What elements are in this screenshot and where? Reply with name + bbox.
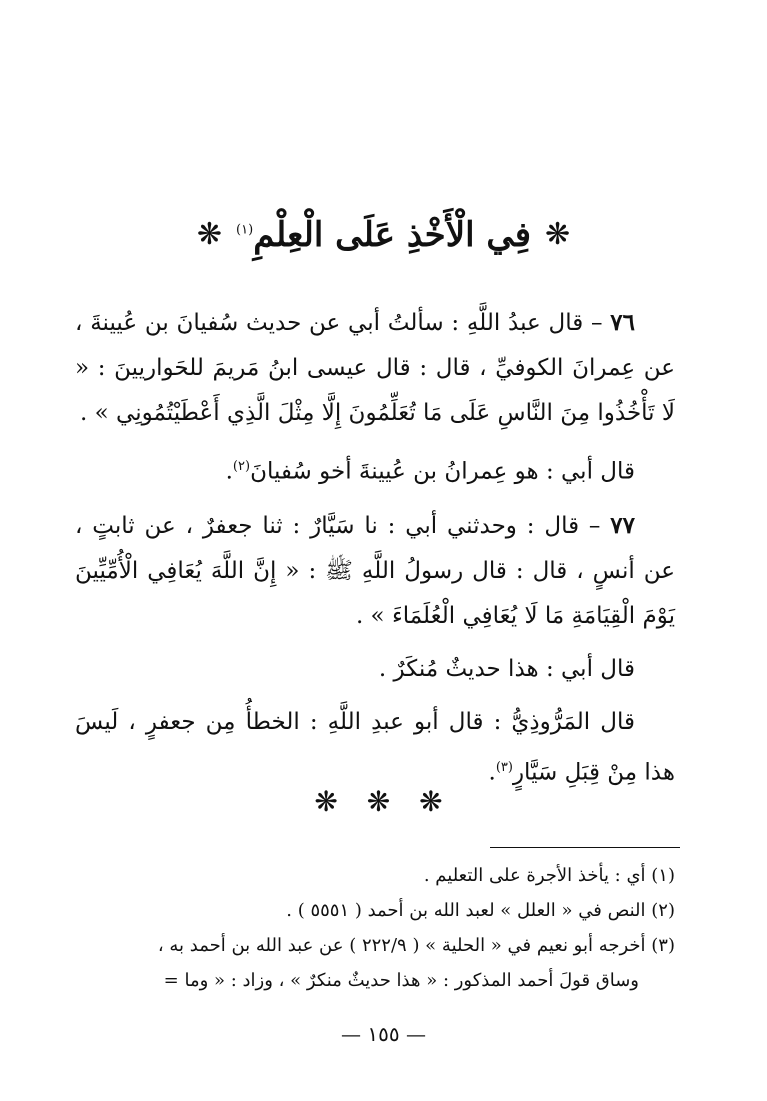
section-separator: ❋ ❋ ❋	[314, 785, 453, 818]
hadith-76	[75, 300, 675, 436]
ornament-right-icon: ❋	[544, 217, 571, 252]
hadith-text: – قال عبدُ اللَّهِ : سألتُ أبي عن حديث سُفيانَ بن عُيينةَ ، عن عِمرانَ الكوفيِّ ، قال : قال عيسى ابنُ مَريمَ للحَواريينَ : « لَا تَأْخُذُوا مِنَ النَّاسِ عَلَى مَا تُعَلِّمُونَ إِلَّا مِثْلَ الَّذِي أَعْطَيْتُمُونِي » .	[75, 310, 675, 426]
footnotes	[80, 858, 675, 998]
main-text	[75, 300, 675, 803]
comment-end: .	[225, 458, 233, 485]
comment-paragraph	[75, 647, 675, 692]
chapter-heading	[60, 205, 707, 265]
comment-end: .	[488, 759, 496, 786]
footnote-2: (٢) النص في « العلل » لعبد الله بن أحمد ( ٥٥٥١ ) .	[286, 900, 675, 921]
ornament-left-icon: ❋	[196, 217, 223, 252]
footnote-1: (١) أي : يأخذ الأجرة على التعليم .	[423, 865, 675, 886]
hadith-number: ٧٦	[610, 309, 635, 336]
comment-text: قال المَرُّوذِيُّ : قال أبو عبدِ اللَّهِ : الخطأُ مِن جعفرٍ ، لَيسَ هذا مِنْ قِبَلِ سَيَّارٍ	[75, 708, 675, 786]
page-number: — ١٥٥ —	[341, 1022, 426, 1046]
chapter-title-text: فِي الْأَخْذِ عَلَى الْعِلْمِ	[253, 214, 531, 255]
footnote-3: (٣) أخرجه أبو نعيم في « الحلية » ( ٢٢٢/٩ ) عن عبد الله بن أحمد به ،	[157, 935, 675, 956]
hadith-number: ٧٧	[610, 511, 635, 539]
comment-text: قال أبي : هذا حديثٌ مُنكَرٌ .	[378, 655, 635, 682]
comment-paragraph	[75, 444, 675, 495]
comment-text: قال أبي : هو عِمرانُ بن عُيينةَ أخو سُفيانَ	[250, 458, 635, 485]
footnote-ref: (٣)	[495, 759, 513, 775]
footnote-ref: (٢)	[232, 459, 251, 474]
footnote-3-continued: وساق قولَ أحمد المذكور : « هذا حديثٌ منكرٌ » ، وزاد : « وما =	[163, 970, 639, 991]
hadith-text: – قال : وحدثني أبي : نا سَيَّارٌ : ثنا جعفرٌ ، عن ثابتٍ ، عن أنسٍ ، قال : قال رسولُ اللَّهِ ﷺ : « إِنَّ اللَّهَ يُعَافِي الْأُمِّيِّينَ يَوْمَ الْقِيَامَةِ مَا لَا يُعَافِي الْعُلَمَاءَ » .	[75, 512, 675, 629]
chapter-title	[236, 215, 531, 256]
title-footnote-ref: (١)	[236, 222, 254, 238]
hadith-77	[75, 503, 675, 639]
footnote-divider	[490, 847, 680, 848]
comment-paragraph	[75, 700, 675, 796]
